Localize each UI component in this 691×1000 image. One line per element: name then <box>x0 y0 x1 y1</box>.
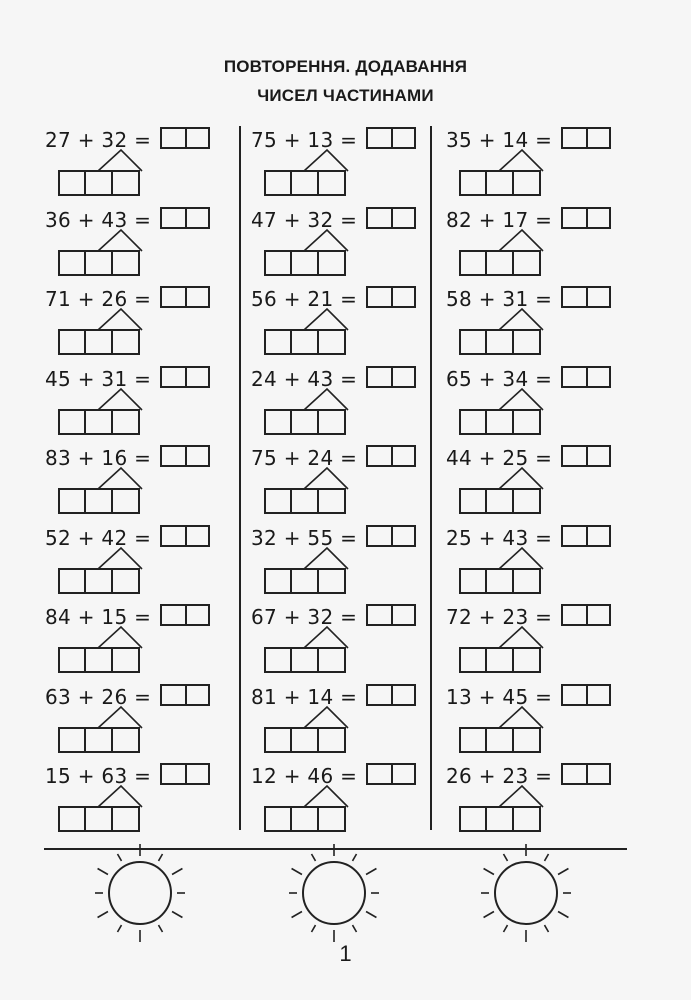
answer-box[interactable] <box>366 763 416 785</box>
addition-expression: 32 + 55 = <box>251 525 358 550</box>
answer-box[interactable] <box>160 684 210 706</box>
answer-box[interactable] <box>160 366 210 388</box>
answer-box[interactable] <box>561 207 611 229</box>
decomposition-branch <box>58 625 143 649</box>
answer-box[interactable] <box>366 366 416 388</box>
answer-box[interactable] <box>561 684 611 706</box>
addition-expression: 84 + 15 = <box>45 605 152 629</box>
page-number: 1 <box>339 941 352 966</box>
answer-box[interactable] <box>366 207 416 229</box>
addition-expression: 26 + 23 = <box>446 764 553 788</box>
decomposition-boxes[interactable] <box>264 488 346 514</box>
decomposition-boxes[interactable] <box>459 250 541 276</box>
decomposition-boxes[interactable] <box>459 806 541 832</box>
sun-icon <box>279 848 389 948</box>
sun-icon <box>471 848 581 948</box>
answer-box[interactable] <box>160 604 210 626</box>
decomposition-boxes[interactable] <box>264 647 346 673</box>
answer-box[interactable] <box>366 525 416 547</box>
addition-expression: 75 + 13 = <box>251 128 358 152</box>
decomposition-branch <box>58 466 143 490</box>
addition-expression: 63 + 26 = <box>45 684 152 709</box>
decomposition-boxes[interactable] <box>459 409 541 435</box>
addition-expression: 56 + 21 = <box>251 287 358 311</box>
decomposition-branch <box>58 546 143 570</box>
decomposition-branch <box>58 228 143 252</box>
decomposition-branch <box>459 466 544 490</box>
answer-box[interactable] <box>561 763 611 785</box>
decomposition-boxes[interactable] <box>264 568 346 594</box>
answer-box[interactable] <box>366 604 416 626</box>
addition-expression: 71 + 26 = <box>45 287 152 311</box>
addition-expression: 45 + 31 = <box>45 366 152 391</box>
decomposition-branch <box>264 546 349 570</box>
answer-box[interactable] <box>561 525 611 547</box>
decomposition-boxes[interactable] <box>58 409 140 435</box>
decomposition-branch <box>459 784 544 808</box>
decomposition-branch <box>264 228 349 252</box>
decomposition-boxes[interactable] <box>58 170 140 196</box>
decomposition-branch <box>58 307 143 331</box>
sun-icon <box>85 848 195 948</box>
answer-box[interactable] <box>561 445 611 467</box>
answer-box[interactable] <box>160 445 210 467</box>
column-divider <box>239 126 241 830</box>
decomposition-boxes[interactable] <box>459 329 541 355</box>
answer-box[interactable] <box>366 684 416 706</box>
decomposition-branch <box>264 705 349 729</box>
addition-expression: 67 + 32 = <box>251 605 358 629</box>
decomposition-boxes[interactable] <box>58 727 140 753</box>
answer-box[interactable] <box>160 525 210 547</box>
answer-box[interactable] <box>561 366 611 388</box>
answer-box[interactable] <box>561 604 611 626</box>
addition-expression: 82 + 17 = <box>446 207 553 232</box>
worksheet-title-line-1: ПОВТОРЕННЯ. ДОДАВАННЯ <box>223 57 468 76</box>
answer-box[interactable] <box>160 286 210 308</box>
addition-expression: 52 + 42 = <box>45 525 152 550</box>
worksheet-title-line-2: ЧИСЕЛ ЧАСТИНАМИ <box>257 86 434 105</box>
decomposition-boxes[interactable] <box>58 806 140 832</box>
addition-expression: 83 + 16 = <box>45 446 152 470</box>
decomposition-branch <box>459 228 544 252</box>
decomposition-branch <box>264 148 349 172</box>
addition-expression: 15 + 63 = <box>45 764 152 788</box>
decomposition-boxes[interactable] <box>459 568 541 594</box>
decomposition-boxes[interactable] <box>264 329 346 355</box>
decomposition-boxes[interactable] <box>58 329 140 355</box>
decomposition-branch <box>459 546 544 570</box>
addition-expression: 75 + 24 = <box>251 446 358 470</box>
decomposition-branch <box>58 387 143 411</box>
decomposition-branch <box>459 307 544 331</box>
decomposition-boxes[interactable] <box>58 568 140 594</box>
decomposition-branch <box>264 387 349 411</box>
answer-box[interactable] <box>160 207 210 229</box>
answer-box[interactable] <box>366 286 416 308</box>
addition-expression: 72 + 23 = <box>446 605 553 629</box>
decomposition-branch <box>264 784 349 808</box>
decomposition-branch <box>459 625 544 649</box>
decomposition-boxes[interactable] <box>459 488 541 514</box>
addition-expression: 25 + 43 = <box>446 525 553 550</box>
addition-expression: 36 + 43 = <box>45 207 152 232</box>
addition-expression: 81 + 14 = <box>251 684 358 709</box>
addition-expression: 27 + 32 = <box>45 128 152 152</box>
decomposition-boxes[interactable] <box>459 727 541 753</box>
decomposition-boxes[interactable] <box>459 170 541 196</box>
decomposition-branch <box>264 466 349 490</box>
decomposition-boxes[interactable] <box>58 647 140 673</box>
answer-box[interactable] <box>366 127 416 149</box>
answer-box[interactable] <box>561 286 611 308</box>
decomposition-boxes[interactable] <box>58 488 140 514</box>
decomposition-branch <box>459 705 544 729</box>
decomposition-boxes[interactable] <box>264 170 346 196</box>
decomposition-boxes[interactable] <box>459 647 541 673</box>
addition-expression: 13 + 45 = <box>446 684 553 709</box>
answer-box[interactable] <box>160 763 210 785</box>
decomposition-boxes[interactable] <box>264 250 346 276</box>
addition-expression: 65 + 34 = <box>446 366 553 391</box>
addition-expression: 35 + 14 = <box>446 128 553 152</box>
decomposition-boxes[interactable] <box>264 806 346 832</box>
decomposition-boxes[interactable] <box>264 409 346 435</box>
decomposition-branch <box>58 148 143 172</box>
addition-expression: 24 + 43 = <box>251 366 358 391</box>
addition-expression: 58 + 31 = <box>446 287 553 311</box>
addition-expression: 12 + 46 = <box>251 764 358 788</box>
answer-box[interactable] <box>561 127 611 149</box>
decomposition-branch <box>264 625 349 649</box>
addition-expression: 44 + 25 = <box>446 446 553 470</box>
answer-box[interactable] <box>366 445 416 467</box>
decomposition-branch <box>459 387 544 411</box>
decomposition-boxes[interactable] <box>264 727 346 753</box>
column-divider <box>430 126 432 830</box>
decomposition-branch <box>459 148 544 172</box>
decomposition-branch <box>58 705 143 729</box>
answer-box[interactable] <box>160 127 210 149</box>
decomposition-boxes[interactable] <box>58 250 140 276</box>
decomposition-branch <box>264 307 349 331</box>
addition-expression: 47 + 32 = <box>251 207 358 232</box>
decomposition-branch <box>58 784 143 808</box>
